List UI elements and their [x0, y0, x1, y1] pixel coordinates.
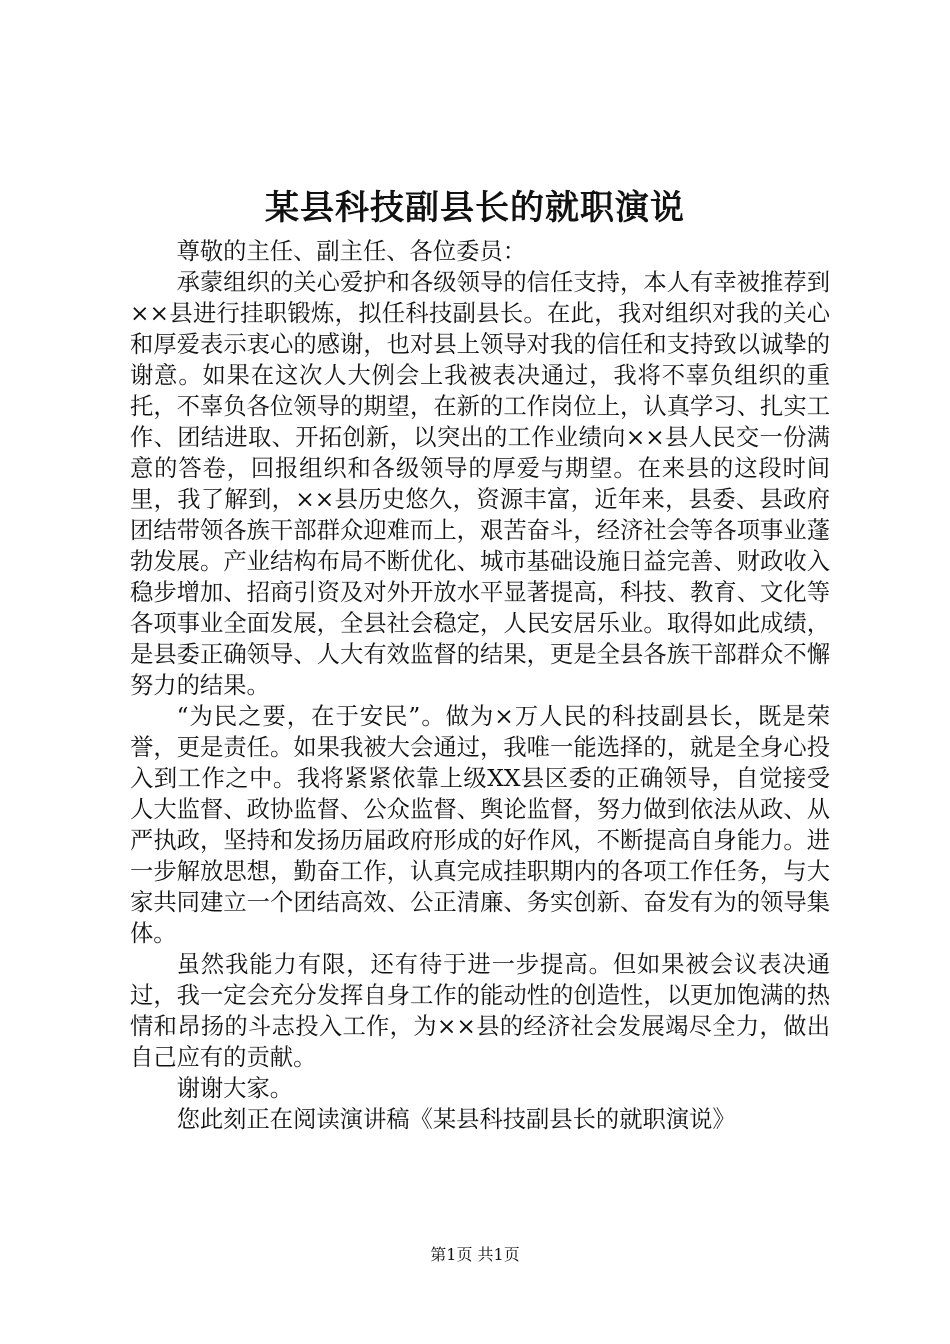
document-title: 某县科技副县长的就职演说: [265, 188, 685, 228]
paragraph-3: 虽然我能力有限，还有待于进一步提高。但如果被会议表决通过，我一定会充分发挥自身工作的能动性的创造性，以更加饱满的热情和昂扬的斗志投入工作，为××县的经济社会发展竭尽全力，做出自己应有的贡献。: [130, 951, 830, 1071]
paragraph-2: “为民之要，在于安民”。做为×万人民的科技副县长，既是荣誉，更是责任。如果我被大会通过，我唯一能选择的，就是全身心投入到工作之中。我将紧紧依靠上级XX县区委的正确领导，自觉接受人大监督、政协监督、公众监督、舆论监督，努力做到依法从政、从严执政，坚持和发扬历届政府形成的好作风，不断提高自身能力。进一步解放思想，勤奋工作，认真完成挂职期内的各项工作任务，与大家共同建立一个团结高效、公正清廉、务实创新、奋发有为的领导集体。: [130, 703, 830, 947]
page-footer: 第1页 共1页: [430, 1245, 520, 1264]
salutation: 尊敬的主任、副主任、各位委员：: [176, 238, 527, 265]
document-body: [130, 236, 830, 1135]
reading-note: 您此刻正在阅读演讲稿《某县科技副县长的就职演说》: [176, 1106, 736, 1133]
paragraph-1: 承蒙组织的关心爱护和各级领导的信任支持，本人有幸被推荐到××县进行挂职锻炼，拟任科技副县长。在此，我对组织对我的关心和厚爱表示衷心的感谢，也对县上领导对我的信任和支持致以诚挚的谢意。如果在这次人大例会上我被表决通过，我将不辜负组织的重托，不辜负各位领导的期望，在新的工作岗位上，认真学习、扎实工作、团结进取、开拓创新，以突出的工作业绩向××县人民交一份满意的答卷，回报组织和各级领导的厚爱与期望。在来县的这段时间里，我了解到，××县历史悠久，资源丰富，近年来，县委、县政府团结带领各族干部群众迎难而上，艰苦奋斗，经济社会等各项事业蓬勃发展。产业结构布局不断优化、城市基础设施日益完善、财政收入稳步增加、招商引资及对外开放水平显著提高，科技、教育、文化等各项事业全面发展，全县社会稳定，人民安居乐业。取得如此成绩，是县委正确领导、人大有效监督的结果，更是全县各族干部群众不懈努力的结果。: [130, 269, 830, 699]
closing: 谢谢大家。: [176, 1075, 294, 1102]
